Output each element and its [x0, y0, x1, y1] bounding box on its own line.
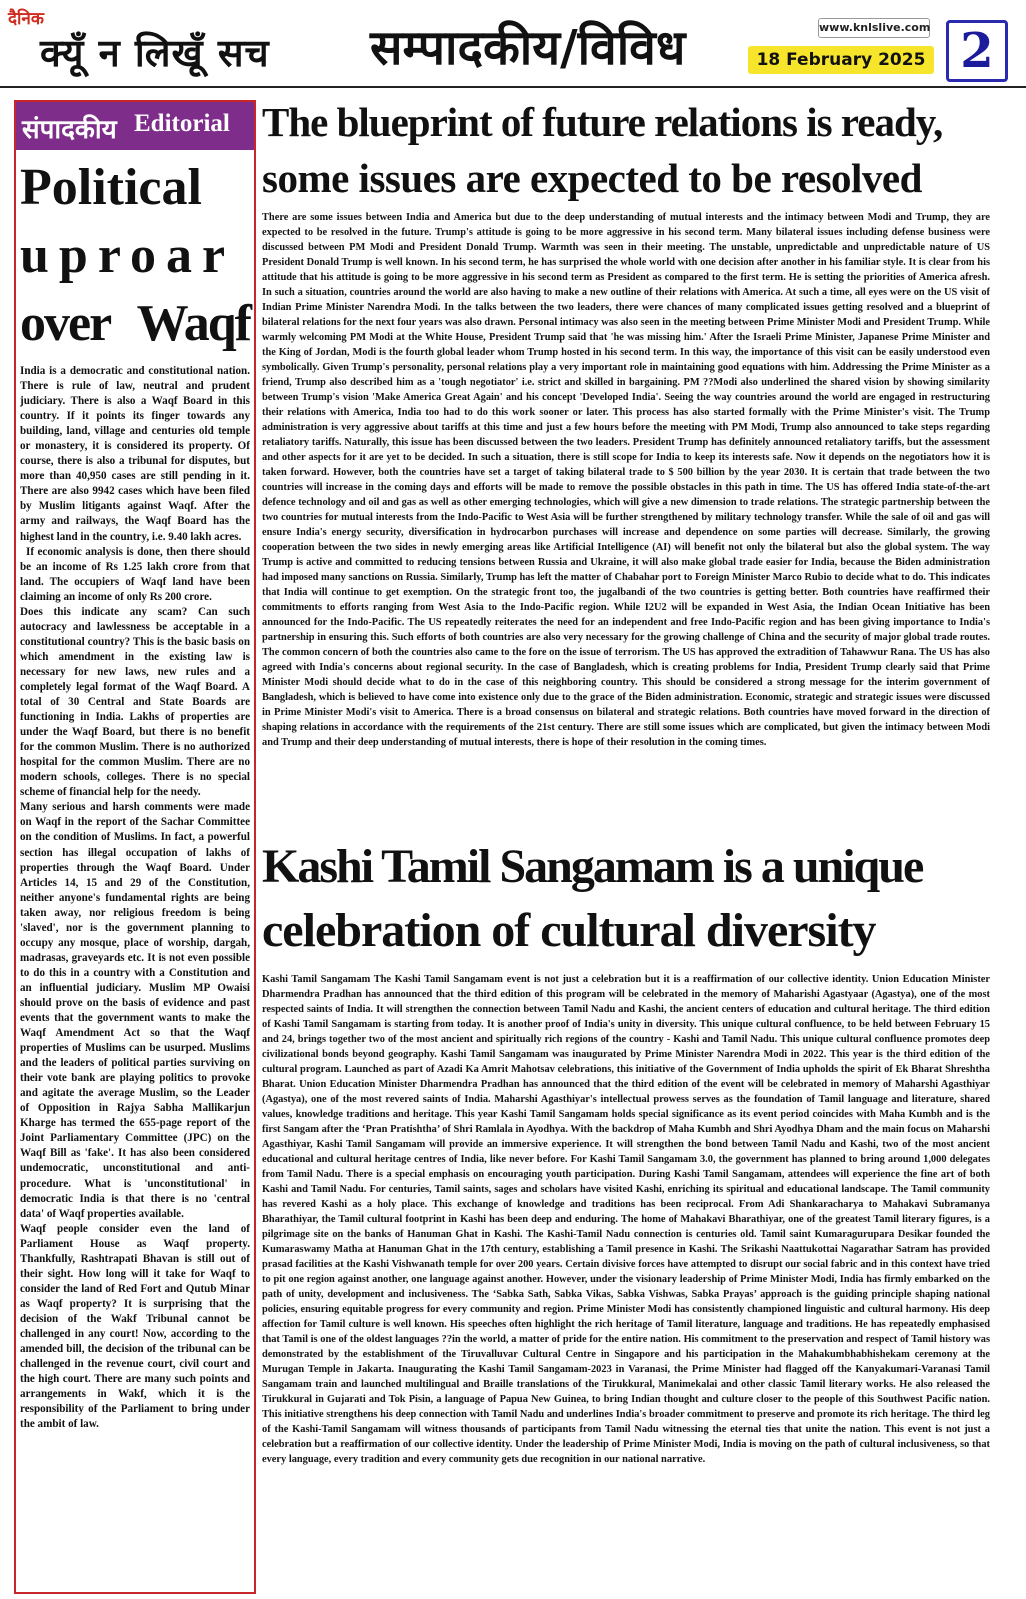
editorial-paragraph: Many serious and harsh comments were made on Waqf in the report of the Sachar Committee on the condition of Muslims. In fact, a powerful section has illegal occupation of lakhs of properties through the Waqf Board. Under Articles 14, 15 and 29 of the Constitution, neither anyone's fundamental rights are being taken away, nor religious freedom is being 'slaved', nor is the government planning to occupy any mosque, place of worship, dargah, madrasas, graveyards etc. It is not even possible to do this in a country with a Constitution and an influential judiciary. Muslim MP Owaisi should prove on the basis of evidence and past events that the government wants to make the Waqf Amendment Act so that the Waqf properties of Muslims can be usurped. Muslims and the leaders of political parties surviving on their vote bank are playing politics to provoke and agitate the average Muslim, so the Leader of Opposition in Rajya Sabha Mallikarjun Kharge has termed the 655-page report of the Joint Parliamentary Committee (JPC) on the Waqf Bill as 'fake'. It has also been considered undemocratic, unconstitutional and anti-procedure. What is 'unconstitutional' in democratic India is that there is no 'central data' of Waqf properties available. [20, 801, 250, 1220]
article2-headline-line1: Kashi Tamil Sangamam is a unique [262, 840, 923, 893]
editorial-label-hindi: संपादकीय [22, 115, 117, 144]
article2-headline-line2: celebration of cultural diversity [262, 904, 876, 957]
issue-date: 18 February 2025 [748, 46, 934, 74]
article1-headline-line1: The blueprint of future relations is ready, [262, 99, 943, 145]
article1-headline-line2: some issues are expected to be resolved [262, 155, 922, 201]
editorial-column [14, 100, 256, 1594]
masthead [0, 0, 1026, 88]
editorial-header [16, 102, 254, 150]
article1-body: There are some issues between India and America but due to the deep understanding of mutual interests and the intimacy between Modi and Trump, they are expected to be resolved in the future. Trump's attitude is going to be more aggressive in his second term. Many bilateral issues including defense business were discussed between PM Modi and President Donald Trump. Warmth was seen in their meeting. The unstable, unpredictable and unpredictable nature of US President Donald Trump is well known. In his second term, he has surprised the whole world with one decision after another in his familiar style. It is clear from his attitude that his attitude is going to be more aggressive in his second term as President as compared to the first term. He is setting the priorities of America afresh. In such a situation, countries around the world are also having to make a new outline of their relations with America. At such a time, all eyes were on the US visit of Indian Prime Minister Narendra Modi. In the talks between the two leaders, there were chances of many complicated issues getting resolved and a blueprint of bilateral relations for the next four years was also drawn. Personal intimacy was also seen in the meeting between Prime Minister Modi and President Trump. While warmly welcoming PM Modi at the White House, President Trump said that 'he was missing him.' After the Israeli Prime Minister, Japanese Prime Minister and the King of Jordan, Modi is the fourth global leader whom Trump hosted in his second term. In this way, the importance of this visit can be easily understood even symbolically. Given Trump's personality, personal relations play a very important role in maintaining good equations with him. Addressing the Prime Minister as a friend, Trump also described him as a 'tough negotiator' i.e. strict and skilled in bargaining. PM ??Modi also underlined the shared vision by showing similarity between Trump's vision 'Make America Great Again' and his concept 'Developed India'. Seeing the way countries around the world are engaged in restructuring their relations with America, India too had to do this work sooner or later. This process has also started formally with the Prime Minister's visit. The Trump administration is very aggressive about tariffs at this time and just a few hours before the meeting with PM Modi, Trump also announced to take steps regarding retaliatory tariffs. Naturally, this issue has been discussed between the two leaders. President Trump has definitely announced retaliatory tariffs, but the assessment and other aspects for it are yet to be decided. In such a situation, there is still scope for India to keep its interests safe. Now it depends on the negotiators how it is taken forward. However, both the countries have set a target of taking bilateral trade to $ 500 billion by the year 2030. It is certain that trade between the two countries will increase in the coming days and efforts will be made to remove the possible obstacles in this path in time. The US has offered India state-of-the-art defence technology and oil and gas as well as other emerging technologies, which will give a new dimension to trade relations. The strategic partnership between the two countries for mutual interests from the Indo-Pacific to West Asia will be further strengthened by military technology transfer. While the sale of oil and gas will ensure India's energy security, diversification in hydrocarbon purchases will increase and dependence on some parties will decrease. Similarly, the growing cooperation between the two sides in newly emerging areas like Artificial Intelligence (AI) will benefit not only the bilateral but also the global system. The way Trump is active and committed to reducing tensions between Russia and Ukraine, it will also make global trade easier for India, because the Biden administration had imposed many sanctions on Russia. Similarly, Trump has left the matter of Chabahar port to Foreign Minister Marco Rubio to decide what to do. This indicates that India will continue to get exemption. On the strategic front too, the jugalbandi of the two countries is getting better. Both countries have reaffirmed their commitments to efforts ranging from West Asia to the Indo-Pacific region. While I2U2 will be expanded in West Asia, the Indian Ocean Initiative has been announced for the Indo-Pacific. The US repeatedly reiterates the need for an independent and free Indo-Pacific region and has been giving importance to India's partnership in ensuring this. Such efforts of both countries are also very necessary for the growing challenge of China and the security of major global trade routes. The common concern of both the countries also came to the fore on the issue of terrorism. The US has approved the extradition of Tahawwur Rana. The US has also agreed with India's concerns about regional security. In the case of Bangladesh, which is creating problems for India, President Trump clearly said that Prime Minister Modi should decide what to do in the case of this neighboring country. This should be considered a strong message for the interim government of Bangladesh, which is believed to have come into existence only due to the grace of the Biden administration. Economic, strategic and strategic issues were discussed in Prime Minister Modi's visit to America. There is a broad consensus on bilateral and strategic relations. Both countries have moved forward in the direction of shaping relations in accordance with the requirements of the 21st century. There are still some issues which are complicated, but given the intimacy between Modi and Trump and their deep understanding of mutual interests, there is hope of their resolution in the coming times. [262, 212, 990, 748]
editorial-paragraph: Waqf people consider even the land of Parliament House as Waqf property. Thankfully, Rashtrapati Bhavan is still out of their sight. How long will it take for Waqf to consider the land of Red Fort and Qutub Minar as Waqf property? It is surprising that the decision of the Wakf Tribunal cannot be challenged in any court! Now, according to the amended bill, the decision of the tribunal can be challenged in the revenue court, civil court and the high court. There are many such points and arrangements in Wakf, which it is the responsibility of the Parliament to bring under the ambit of law. [20, 1222, 250, 1431]
editorial-title-line3: over Waqf [20, 295, 250, 352]
website-url: www.knlslive.com [818, 18, 930, 38]
editorial-title [20, 154, 250, 358]
editorial-title-line1: Political [20, 159, 202, 216]
masthead-small-label: दैनिक [8, 9, 44, 29]
editorial-title-line2: uproar [20, 227, 236, 284]
editorial-body [20, 364, 250, 1586]
article2-body: Kashi Tamil Sangamam The Kashi Tamil Sangamam event is not just a celebration but it is a reaffirmation of our collective identity. Union Education Minister Dharmendra Pradhan has announced that the third edition of this program will be celebrated in the memory of Maharishi Agastyaar (Agastya), one of the most respected saints of India. It will strengthen the connection between Tamil Nadu and Kashi, the ancient centers of education and cultural heritage. The third edition of Kashi Tamil Sangamam is starting from today. It is another proof of India's unity in diversity. This unique cultural confluence, to be held between February 15 and 24, brings together two of the most ancient and spiritually rich regions of the country - Kashi and Tamil Nadu. This unique cultural confluence promotes deep civilizational bonds beyond geography. Kashi Tamil Sangamam was inaugurated by Prime Minister Narendra Modi in 2022. This year is the third edition of the cultural program. Launched as part of Azadi Ka Amrit Mahotsav celebrations, this initiative of the Government of India upholds the spirit of Ek Bharat Shreshtha Bharat. Union Education Minister Dharmendra Pradhan has announced that the third edition of the event will be celebrated in memory of Maharshi Agasthiyar (Agastya), one of the most revered saints of India. Maharshi Agasthiyar's intellectual prowess serves as the foundation of Tamil language and literature, shared values, knowledge traditions and heritage. This year Kashi Tamil Sangamam holds special significance as its event period coincides with Maha Kumbh and is the first Sangam after the ‘Pran Pratishtha’ of Shri Ramlala in Ayodhya. With the backdrop of Maha Kumbh and Shri Ayodhya Dham and the main focus on Maharshi Agasthiyar, Kashi Tamil Sangamam will provide an immersive experience. It will strengthen the bond between Tamil Nadu and Kashi, two of the most ancient educational and cultural heritage centres of India, like never before. For Kashi Tamil Sangamam 3.0, the government has planned to bring around 1,000 delegates from Tamil Nadu. There is a special emphasis on encouraging youth participation. During Kashi Tamil Sangamam, attendees will experience the fine art of both Kashi and Tamil Nadu. For centuries, Tamil saints, sages and scholars have visited Kashi, enriching its spiritual and educational landscape. The Tamil community has revered Kashi as a holy place. This exchange of knowledge and traditions has been reciprocal. From Adi Shankaracharya to Mahakavi Subramanya Bharathiyar, the Tamil cultural footprint in Kashi has been deep and enduring. The home of Mahakavi Bharathiyar, one of the greatest Tamil literary figures, is a pilgrimage site on the banks of Hanuman Ghat in Kashi. The Kashi-Tamil Nadu connection is centuries old. Tamil saint Kumaragurupara Desikar founded the Kumaraswamy Matha at Hanuman Ghat in the 17th century, establishing a Tamil presence in Kashi. The Srikashi Naattukottai Nagarathar Satram has provided prasad facilities at the Kashi Vishwanath temple for over 200 years. Certain divisive forces have attempted to disrupt our social fabric and in this context have tried to pit one region against another, one language against another. However, under the visionary leadership of Prime Minister Modi, India has firmly embarked on the path of unity, development and inclusiveness. The ‘Sabka Sath, Sabka Vikas, Sabka Vishwas, Sabka Prayas’ approach is the guiding principle shaping national policies, ensuring equitable progress for every community and region. Prime Minister Modi has consistently championed linguistic and cultural harmony. His deep affection for Tamil culture is well known. His speeches often highlight the rich heritage of Tamil literature, language and traditions. He has repeatedly emphasised that Tamil is one of the oldest languages ??in the world, a matter of pride for the entire nation. His commitment to the preservation and respect of Tamil history was demonstrated by the establishment of the Tiruvalluvar Cultural Centre in Singapore and his participation in the Mahakumbhabhishekam ceremony at the Murugan Temple in Jakarta. Inaugurating the Kashi Tamil Sangamam-2023 in Varanasi, the Prime Minister had flagged off the Kanyakumari-Varanasi Tamil Sangamam train and launched multilingual and Braille translations of the Tirukkural, Manimekalai and other classic Tamil literary works. He also released the Tirukkural in Gujarati and Tok Pisin, a language of Papua New Guinea, to bring Indian thought and culture closer to the people of this Southwest Pacific nation. This initiative strengthens his deep connection with Tamil Nadu and underlines India's broader commitment to preserve and promote its rich heritage. The third leg of the Kashi-Tamil Sangamam will witness thousands of participants from Tamil Nadu witnessing the eternal ties that unite the nation. This event is not just a celebration but a reaffirmation of our collective identity. Under the leadership of Prime Minister Modi, India is moving on the path of cultural inclusiveness, so that every language, every tradition and every community gets due recognition in our national narrative. [262, 974, 990, 1465]
editorial-paragraph: Does this indicate any scam? Can such autocracy and lawlessness be acceptable in a constitutional country? This is the basic basis on which amendment in the existing law is necessary for new laws, new rules and a completely legal format of the Waqf Board. A total of 30 Central and State Boards are functioning in India. Lakhs of properties are under the Waqf Board, but there is no benefit for the common Muslim. There is no authorized hospital for the common Muslim. There are no modern schools, colleges. There is no special scheme of financial help for the needy. [20, 605, 250, 799]
editorial-label-english: Editorial [134, 110, 230, 137]
page-number: 2 [946, 20, 1008, 82]
paper-name: क्यूँ न लिखूँ सच [40, 31, 270, 75]
editorial-paragraph: If economic analysis is done, then there should be an income of Rs 1.25 lakh crore from that land. The occupiers of Waqf land have been claiming an income of only Rs 200 crore. [20, 545, 250, 603]
section-title: सम्पादकीय/विविध [370, 20, 686, 76]
editorial-paragraph: India is a democratic and constitutional nation. There is rule of law, neutral and prudent judiciary. There is also a Waqf Board in this country. If it points its finger towards any building, land, village and centuries old temple or monastery, it is considered its property. Of course, there is also a tribunal for disputes, but more than 40,950 cases are still pending in it. There are also 9942 cases which have been filed by Muslim litigants against Waqf. After the army and railways, the Waqf Board has the highest land in the country, i.e. 9.40 lakh acres. [20, 365, 250, 543]
